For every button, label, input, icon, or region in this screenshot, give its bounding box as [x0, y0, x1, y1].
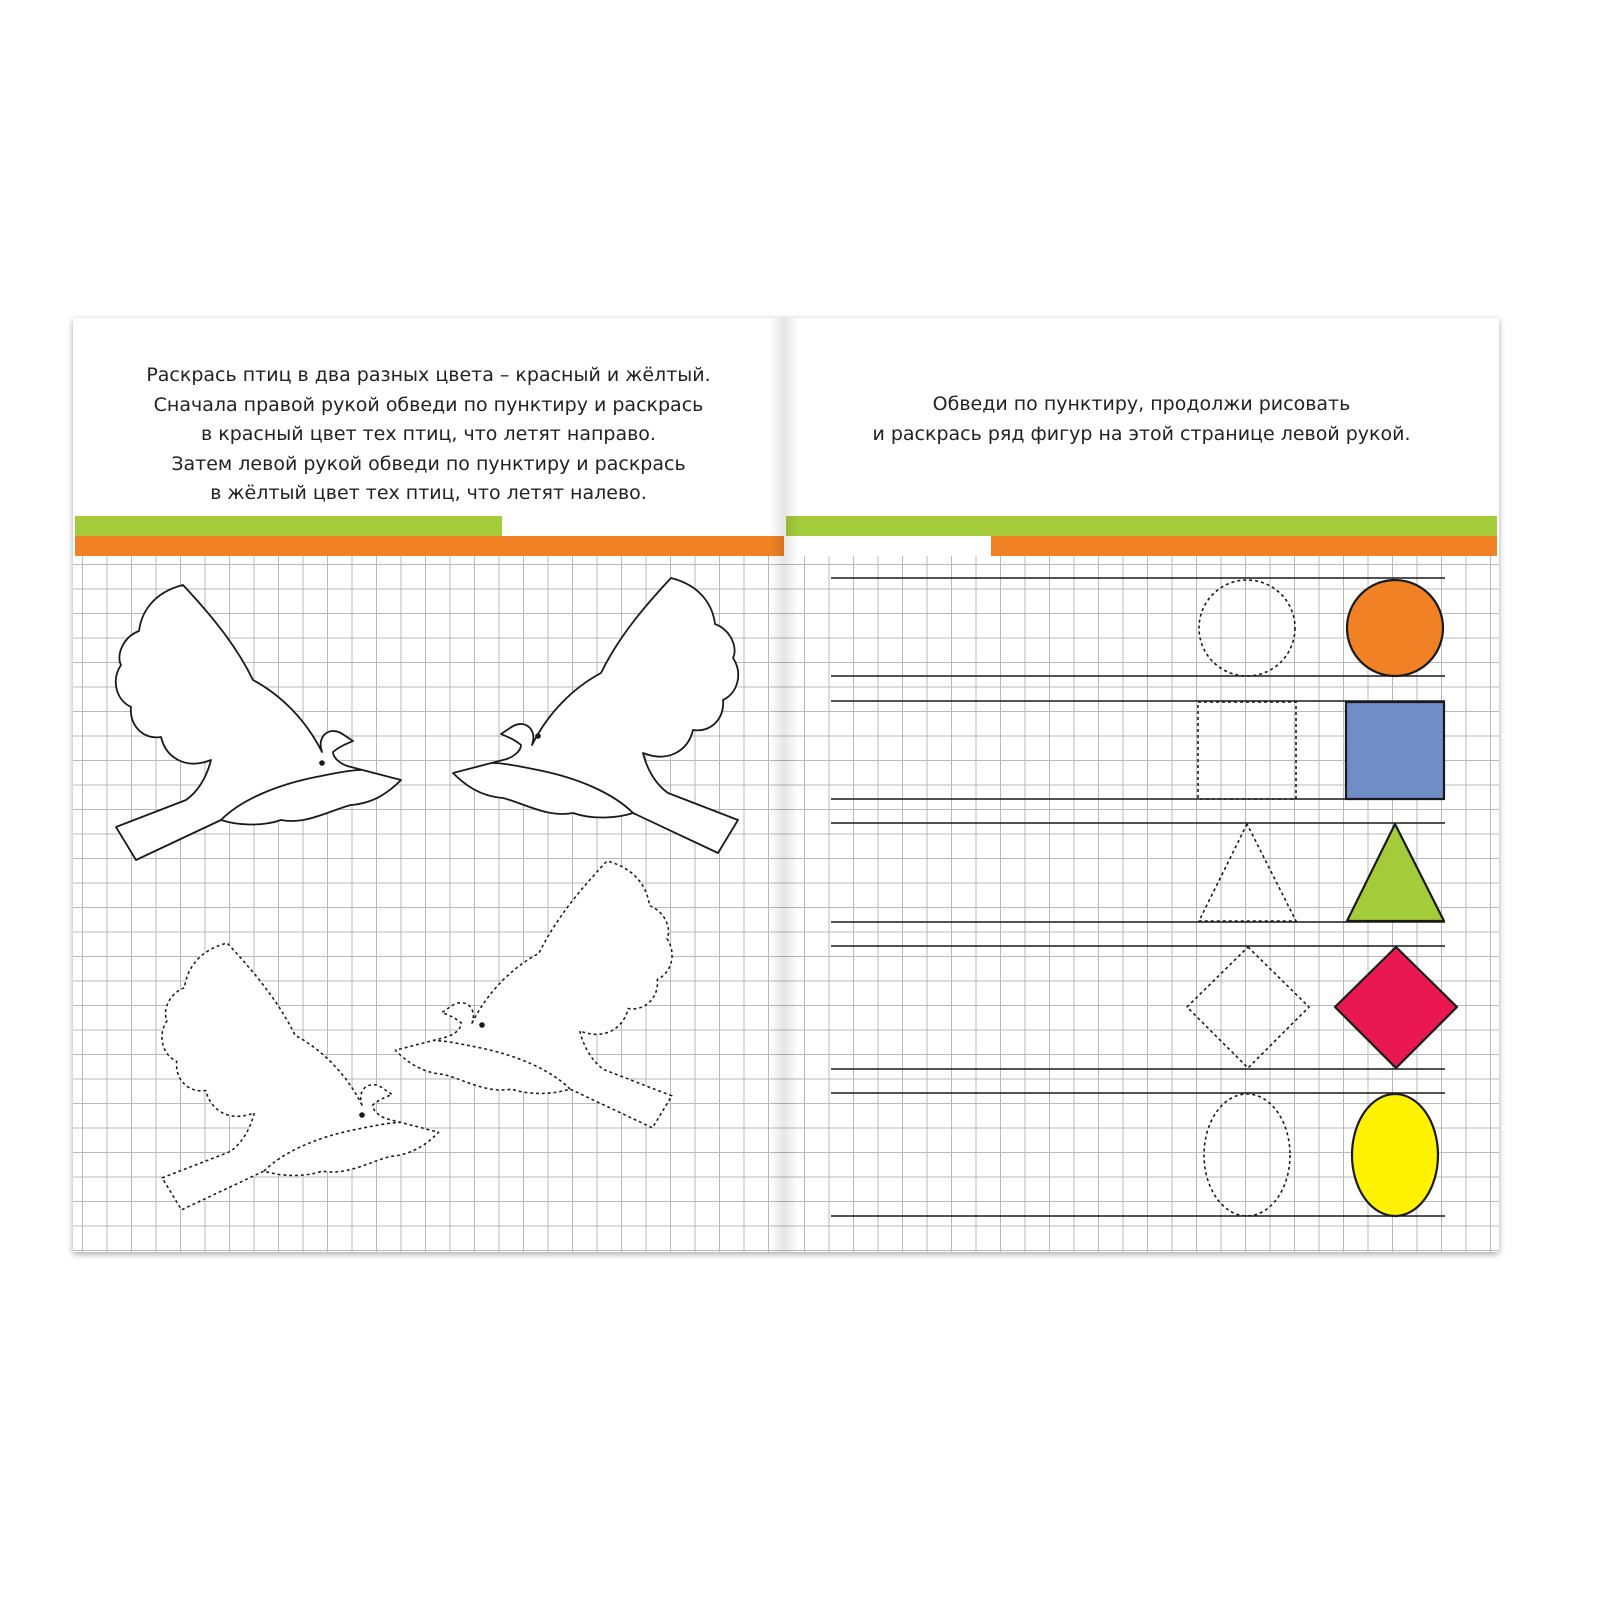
triangle-tracing	[1199, 824, 1296, 921]
bird-eye	[319, 760, 325, 766]
blue-square	[1346, 702, 1444, 799]
left-page	[73, 318, 784, 1252]
book-spread	[73, 318, 1499, 1252]
birds-illustration	[73, 318, 784, 1252]
yellow-oval	[1352, 1094, 1438, 1216]
instruction-line: Сначала правой рукой обведи по пунктиру и раскрась	[153, 393, 704, 416]
bird-left-dashed	[395, 861, 672, 1128]
bird-left-solid	[453, 578, 738, 853]
instruction-line: Раскрась птиц в два разных цвета – красный и жёлтый.	[146, 364, 711, 386]
oval-tracing	[1204, 1094, 1290, 1216]
instruction-line: в красный цвет тех птиц, что летят направо.	[201, 423, 656, 445]
instruction-line: и раскрась ряд фигур на этой странице левой рукой.	[872, 422, 1411, 445]
bird-eye	[359, 1112, 365, 1118]
orange-circle	[1347, 580, 1443, 676]
square-tracing	[1198, 702, 1296, 799]
gutter-shadow	[784, 318, 798, 1252]
bird-right-dashed	[162, 943, 439, 1210]
instruction-line: Затем левой рукой обведи по пунктиру и раскрась	[171, 452, 686, 475]
pink-diamond	[1335, 947, 1457, 1068]
bird-eye	[479, 1022, 485, 1028]
bird-eye	[535, 733, 541, 739]
instruction-line: Обведи по пунктиру, продолжи рисовать	[932, 393, 1351, 415]
instruction-line: в жёлтый цвет тех птиц, что летят налево.	[210, 482, 647, 504]
shapes-exercise	[784, 318, 1499, 1252]
ruled-lines	[831, 578, 1445, 1216]
diamond-tracing	[1187, 947, 1309, 1068]
right-page	[784, 318, 1499, 1252]
gutter-shadow	[770, 318, 784, 1252]
circle-tracing	[1199, 580, 1295, 676]
green-triangle	[1347, 824, 1444, 921]
bird-right-solid	[116, 585, 401, 860]
